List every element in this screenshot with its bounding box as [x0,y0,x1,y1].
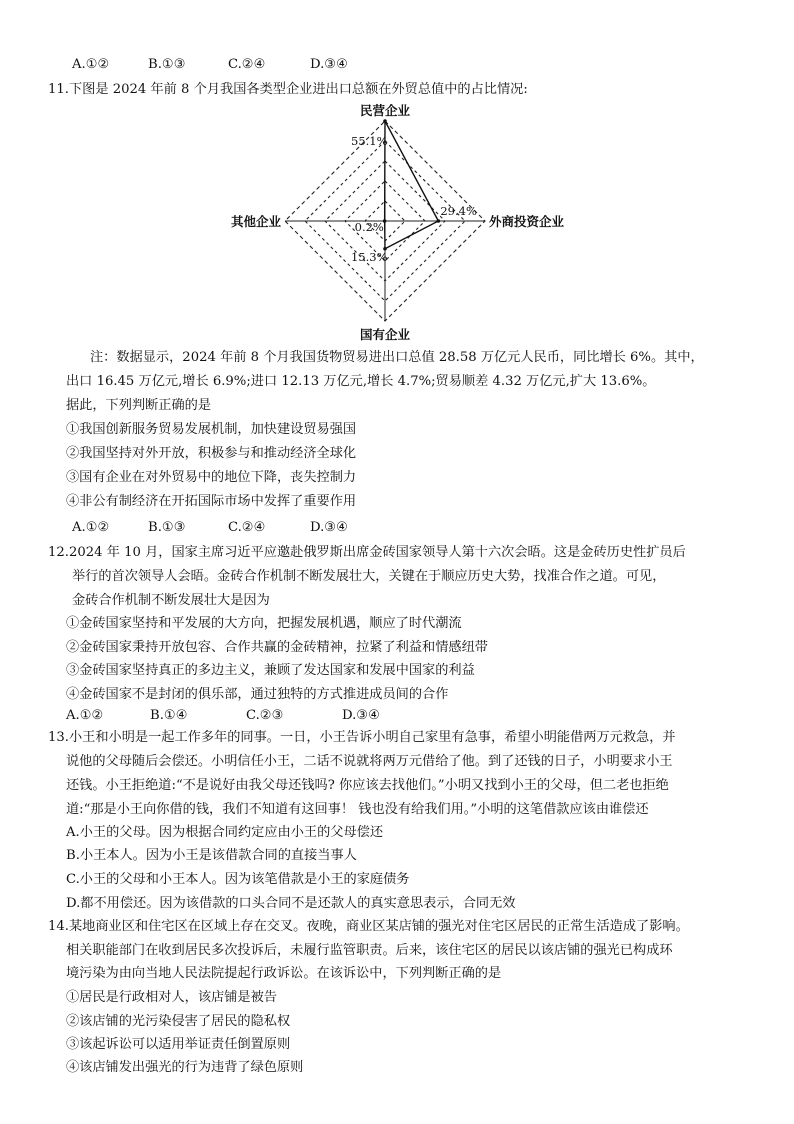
q13-option-a: A.小王的父母。因为根据合同约定应由小王的父母偿还 [66,825,384,840]
q11-statement-2: ②我国坚持对外开放，积极参与和推动经济全球化 [66,446,357,461]
radar-value-label: 55.1% [351,134,388,148]
q14-stem-line3: 境污染为由向当地人民法院提起行政诉讼。在该诉讼中，下列判断正确的是 [66,966,502,981]
q13-stem-line1: 13.小王和小明是一起工作多年的同事。一日，小王告诉小明自己家里有急事，希望小明能借两万元救急，并 [48,730,676,745]
option: B.①④ [150,708,188,723]
radar-data-polygon [383,119,440,250]
radar-data-point [383,119,387,123]
q12-statement-4: ④金砖国家不是封闭的俱乐部，通过独特的方式推进成员间的合作 [66,687,449,702]
q14-stem-line2: 相关职能部门在收到居民多次投诉后，未履行监管职责。后来，该住宅区的居民以该店铺的强光已构成环 [66,943,673,958]
q13-option-b: B.小王本人。因为小王是该借款合同的直接当事人 [66,848,357,863]
radar-axis-labels [231,103,565,342]
option: B.①③ [148,57,186,72]
option: D.③④ [310,57,348,72]
q10-options [72,55,348,75]
q14-stem-line1: 14.某地商业区和住宅区在区域上存在交叉。夜晚，商业区某店铺的强光对住宅区居民的正常生活造成了影响。 [48,919,689,934]
q14-statement-3: ③该起诉讼可以适用举证责任倒置原则 [66,1037,291,1052]
q11-options [72,518,348,538]
radar-data-point [437,219,441,223]
q11-note-line2: 出口 16.45 万亿元,增长 6.9%;进口 12.13 万亿元,增长 4.7%;贸易顺差 4.32 万亿元,扩大 13.6%。 [66,374,656,389]
radar-series-polygon [385,121,439,249]
q11-statement-3: ③国有企业在对外贸易中的地位下降，丧失控制力 [66,470,357,485]
option: C.②④ [228,520,266,535]
option: A.①② [66,708,104,723]
q11-statement-4: ④非公有制经济在开拓国际市场中发挥了重要作用 [66,494,357,509]
q13-stem-line2: 说他的父母随后会偿还。小明信任小王，二话不说就将两万元借给了他。到了还钱的日子，小明要求小王 [66,754,673,769]
option: A.①② [72,520,110,535]
radar-value-label: 15.3% [351,249,388,264]
radar-axis-label: 国有企业 [359,327,411,342]
radar-value-labels [351,134,477,264]
radar-axis-label: 其他企业 [230,214,281,229]
q11-prompt: 据此，下列判断正确的是 [66,398,212,413]
radar-axis-label: 民营企业 [359,103,411,118]
q12-stem-line3: 金砖合作机制不断发展壮大是因为 [72,593,270,608]
q11-radar-chart [0,100,794,350]
radar-value-label: 29.4% [440,204,477,218]
q14-statement-4: ④该店铺发出强光的行为违背了绿色原则 [66,1060,304,1075]
option: C.②③ [246,708,284,723]
q11-statement-1: ①我国创新服务贸易发展机制，加快建设贸易强国 [66,422,357,437]
option: A.①② [72,57,110,72]
q13-stem-line3: 还钱。小王拒绝道:“不是说好由我父母还钱吗? 你应该去找他们。”小明又找到小王的父母，但二老也拒绝 [66,778,669,793]
q12-statement-1: ①金砖国家坚持和平发展的大方向，把握发展机遇，顺应了时代潮流 [66,616,462,631]
option: D.③④ [342,708,380,723]
q12-stem-line2: 举行的首次领导人会晤。金砖合作机制不断发展壮大，关键在于顺应历史大势，找准合作之道。可见， [72,569,666,584]
q13-option-d: D.都不用偿还。因为该借款的口头合同不是还款人的真实意思表示，合同无效 [66,896,516,911]
q13-stem-line4: 道:“那是小王向你借的钱，我们不知道有这回事！ 钱也没有给我们用。”小明的这笔借款应该由谁偿还 [66,802,649,817]
option: C.②④ [228,57,266,72]
q13-option-c: C.小王的父母和小王本人。因为该笔借款是小王的家庭债务 [66,872,410,887]
q14-statement-1: ①居民是行政相对人，该店铺是被告 [66,990,277,1005]
q12-options [66,706,380,726]
q12-stem-line1: 12.2024 年 10 月，国家主席习近平应邀赴俄罗斯出席金砖国家领导人第十六次会晤。这是金砖历史性扩员后 [48,545,686,560]
q12-statement-2: ②金砖国家秉持开放包容、合作共赢的金砖精神，拉紧了利益和情感纽带 [66,640,488,655]
q12-statement-3: ③金砖国家坚持真正的多边主义，兼顾了发达国家和发展中国家的利益 [66,663,475,678]
option: D.③④ [310,520,348,535]
option: B.①③ [148,520,186,535]
q14-statement-2: ②该店铺的光污染侵害了居民的隐私权 [66,1014,291,1029]
q11-note-line1: 注：数据显示，2024 年前 8 个月我国货物贸易进出口总值 28.58 万亿元人民币，同比增长 6%。其中， [90,350,704,365]
q11-stem: 11.下图是 2024 年前 8 个月我国各类型企业进出口总额在外贸总值中的占比情况: [48,82,528,97]
radar-value-label: 0.2% [354,220,384,234]
radar-axis-label: 外商投资企业 [489,214,565,229]
